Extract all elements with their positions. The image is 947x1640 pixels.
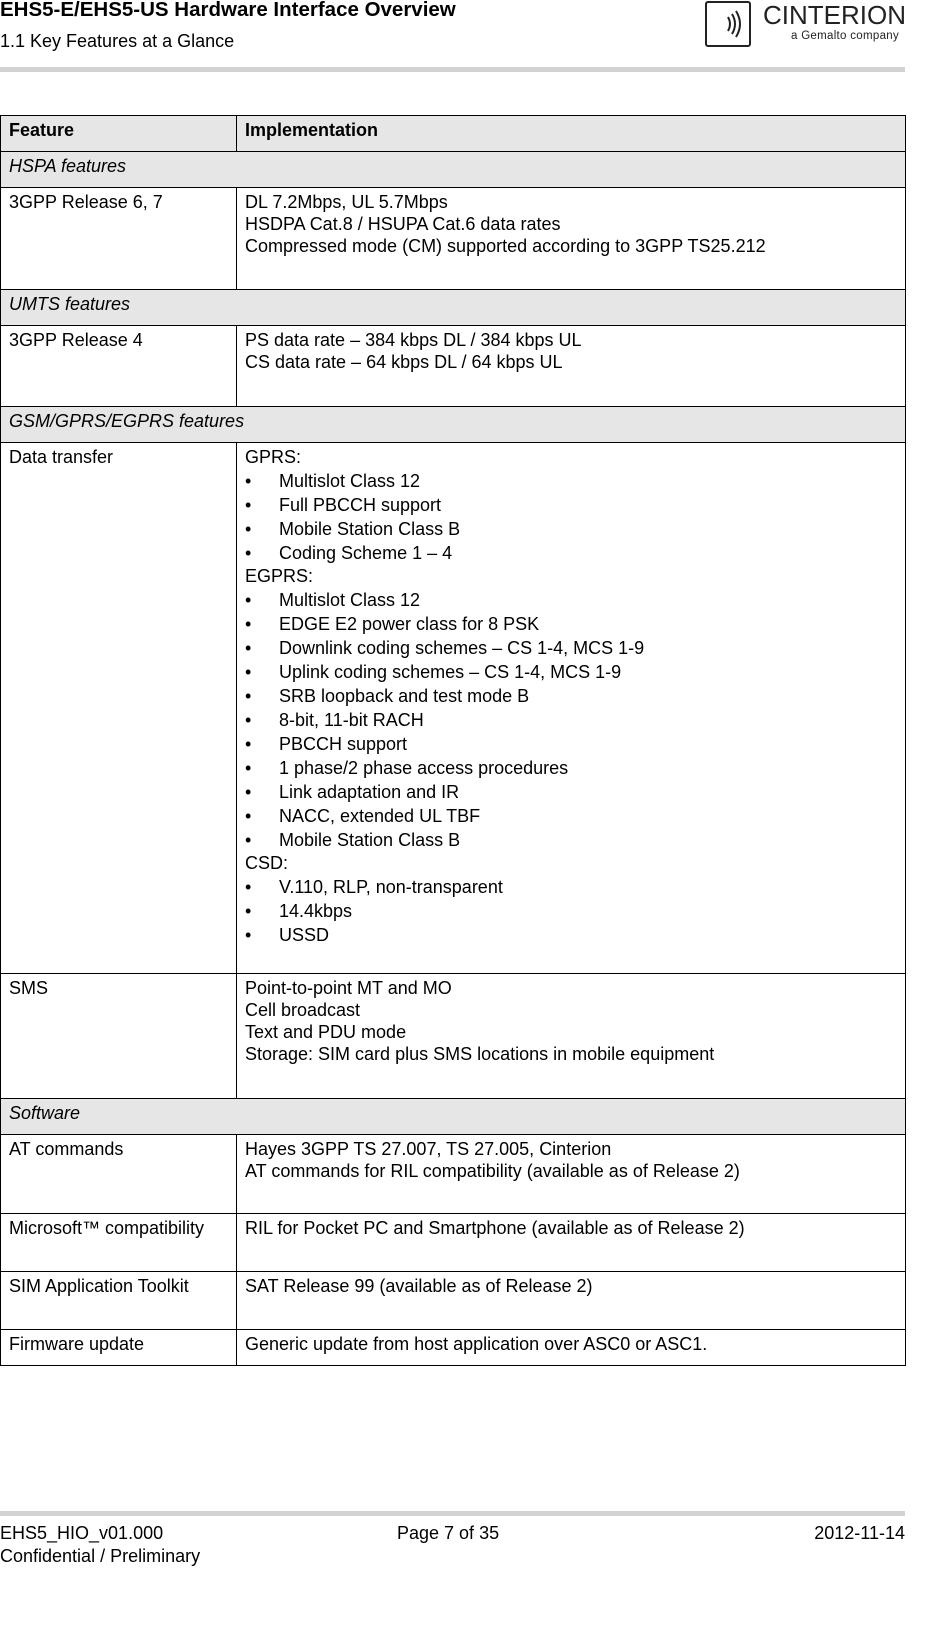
list-item: • Multislot Class 12	[245, 590, 421, 610]
implementation-cell	[237, 443, 906, 974]
bullet-icon: •	[245, 519, 252, 539]
table-row	[1, 1330, 906, 1366]
table-row	[1, 326, 906, 407]
cinterion-logo	[705, 0, 905, 52]
list-item: • 1 phase/2 phase access procedures	[245, 758, 569, 778]
list-item: • 14.4kbps	[245, 901, 353, 921]
bullet-icon: •	[245, 901, 252, 921]
implementation-cell	[237, 1135, 906, 1214]
implementation-line: Text and PDU mode	[245, 1022, 407, 1042]
bullet-icon: •	[245, 662, 252, 682]
feature-cell: Microsoft™ compatibility	[1, 1214, 237, 1272]
section-heading: 1.1 Key Features at a Glance	[0, 31, 235, 51]
bullet-icon: •	[245, 686, 252, 706]
section-row-software	[1, 1099, 906, 1135]
implementation-line: Hayes 3GPP TS 27.007, TS 27.005, Cinterion	[245, 1139, 612, 1159]
document-id: EHS5_HIO_v01.000	[0, 1523, 164, 1543]
bullet-icon: •	[245, 734, 252, 754]
implementation-line: Cell broadcast	[245, 1000, 361, 1020]
list-item: • Coding Scheme 1 – 4	[245, 543, 453, 563]
signal-waves-icon	[705, 1, 751, 47]
list-item: • USSD	[245, 925, 330, 945]
list-item: • Uplink coding schemes – CS 1-4, MCS 1-9	[245, 662, 622, 682]
implementation-line: Point-to-point MT and MO	[245, 978, 452, 998]
implementation-line: AT commands for RIL compatibility (available as of Release 2)	[245, 1161, 740, 1181]
implementation-line: PS data rate – 384 kbps DL / 384 kbps UL	[245, 330, 582, 350]
bullet-icon: •	[245, 830, 252, 850]
bullet-icon: •	[245, 614, 252, 634]
bullet-icon: •	[245, 495, 252, 515]
bullet-icon: •	[245, 471, 252, 491]
egprs-label: EGPRS:	[245, 566, 314, 586]
implementation-cell: Generic update from host application over ASC0 or ASC1.	[237, 1330, 906, 1366]
list-item: • Mobile Station Class B	[245, 519, 461, 539]
section-row-umts	[1, 290, 906, 326]
list-item: • NACC, extended UL TBF	[245, 806, 481, 826]
feature-cell: SMS	[1, 974, 237, 1099]
table-header-row	[1, 116, 906, 152]
table-row	[1, 188, 906, 290]
feature-cell: Firmware update	[1, 1330, 237, 1366]
feature-cell: 3GPP Release 4	[1, 326, 237, 407]
list-item: • Multislot Class 12	[245, 471, 421, 491]
section-row-gsm	[1, 407, 906, 443]
table-row	[1, 1135, 906, 1214]
key-features-table	[0, 115, 906, 1366]
bullet-icon: •	[245, 877, 252, 897]
classification-label: Confidential / Preliminary	[0, 1546, 201, 1566]
document-date: 2012-11-14	[814, 1523, 905, 1543]
gprs-label: GPRS:	[245, 447, 302, 467]
bullet-icon: •	[245, 543, 252, 563]
implementation-cell	[237, 326, 906, 407]
bullet-icon: •	[245, 638, 252, 658]
implementation-cell: RIL for Pocket PC and Smartphone (available as of Release 2)	[237, 1214, 906, 1272]
logo-wordmark: CINTERION	[763, 0, 906, 30]
table-row	[1, 1272, 906, 1330]
list-item: • 8-bit, 11-bit RACH	[245, 710, 424, 730]
section-label: Software	[1, 1099, 906, 1135]
list-item: • SRB loopback and test mode B	[245, 686, 530, 706]
list-item: • Full PBCCH support	[245, 495, 442, 515]
section-row-hspa	[1, 152, 906, 188]
column-header-feature: Feature	[1, 116, 237, 152]
section-label: GSM/GPRS/EGPRS features	[1, 407, 906, 443]
bullet-icon: •	[245, 925, 252, 945]
feature-cell: 3GPP Release 6, 7	[1, 188, 237, 290]
implementation-line: CS data rate – 64 kbps DL / 64 kbps UL	[245, 352, 563, 372]
bullet-icon: •	[245, 782, 252, 802]
list-item: • V.110, RLP, non-transparent	[245, 877, 503, 897]
section-label: HSPA features	[1, 152, 906, 188]
list-item: • EDGE E2 power class for 8 PSK	[245, 614, 540, 634]
list-item: • Mobile Station Class B	[245, 830, 461, 850]
page-number: Page 7 of 35	[397, 1523, 500, 1543]
section-label: UMTS features	[1, 290, 906, 326]
column-header-implementation: Implementation	[237, 116, 906, 152]
csd-label: CSD:	[245, 853, 289, 873]
bullet-icon: •	[245, 806, 252, 826]
list-item: • PBCCH support	[245, 734, 408, 754]
footer-divider	[0, 1511, 905, 1516]
implementation-cell: SAT Release 99 (available as of Release 2)	[237, 1272, 906, 1330]
header-divider	[0, 67, 905, 72]
implementation-cell	[237, 188, 906, 290]
bullet-icon: •	[245, 758, 252, 778]
logo-tagline: a Gemalto company	[791, 30, 900, 42]
implementation-line: HSDPA Cat.8 / HSUPA Cat.6 data rates	[245, 214, 561, 234]
feature-cell: AT commands	[1, 1135, 237, 1214]
implementation-line: Compressed mode (CM) supported according to 3GPP TS25.212	[245, 236, 766, 256]
table-row	[1, 443, 906, 974]
feature-cell: SIM Application Toolkit	[1, 1272, 237, 1330]
csd-list	[245, 875, 897, 947]
implementation-line: DL 7.2Mbps, UL 5.7Mbps	[245, 192, 448, 212]
feature-cell: Data transfer	[1, 443, 237, 974]
implementation-cell	[237, 974, 906, 1099]
bullet-icon: •	[245, 710, 252, 730]
bullet-icon: •	[245, 590, 252, 610]
list-item: • Link adaptation and IR	[245, 782, 460, 802]
document-title: EHS5-E/EHS5-US Hardware Interface Overview	[0, 0, 456, 21]
implementation-line: Storage: SIM card plus SMS locations in mobile equipment	[245, 1044, 715, 1064]
table-row	[1, 1214, 906, 1272]
list-item: • Downlink coding schemes – CS 1-4, MCS 1-9	[245, 638, 645, 658]
table-row	[1, 974, 906, 1099]
egprs-list	[245, 588, 897, 852]
gprs-list	[245, 469, 897, 565]
